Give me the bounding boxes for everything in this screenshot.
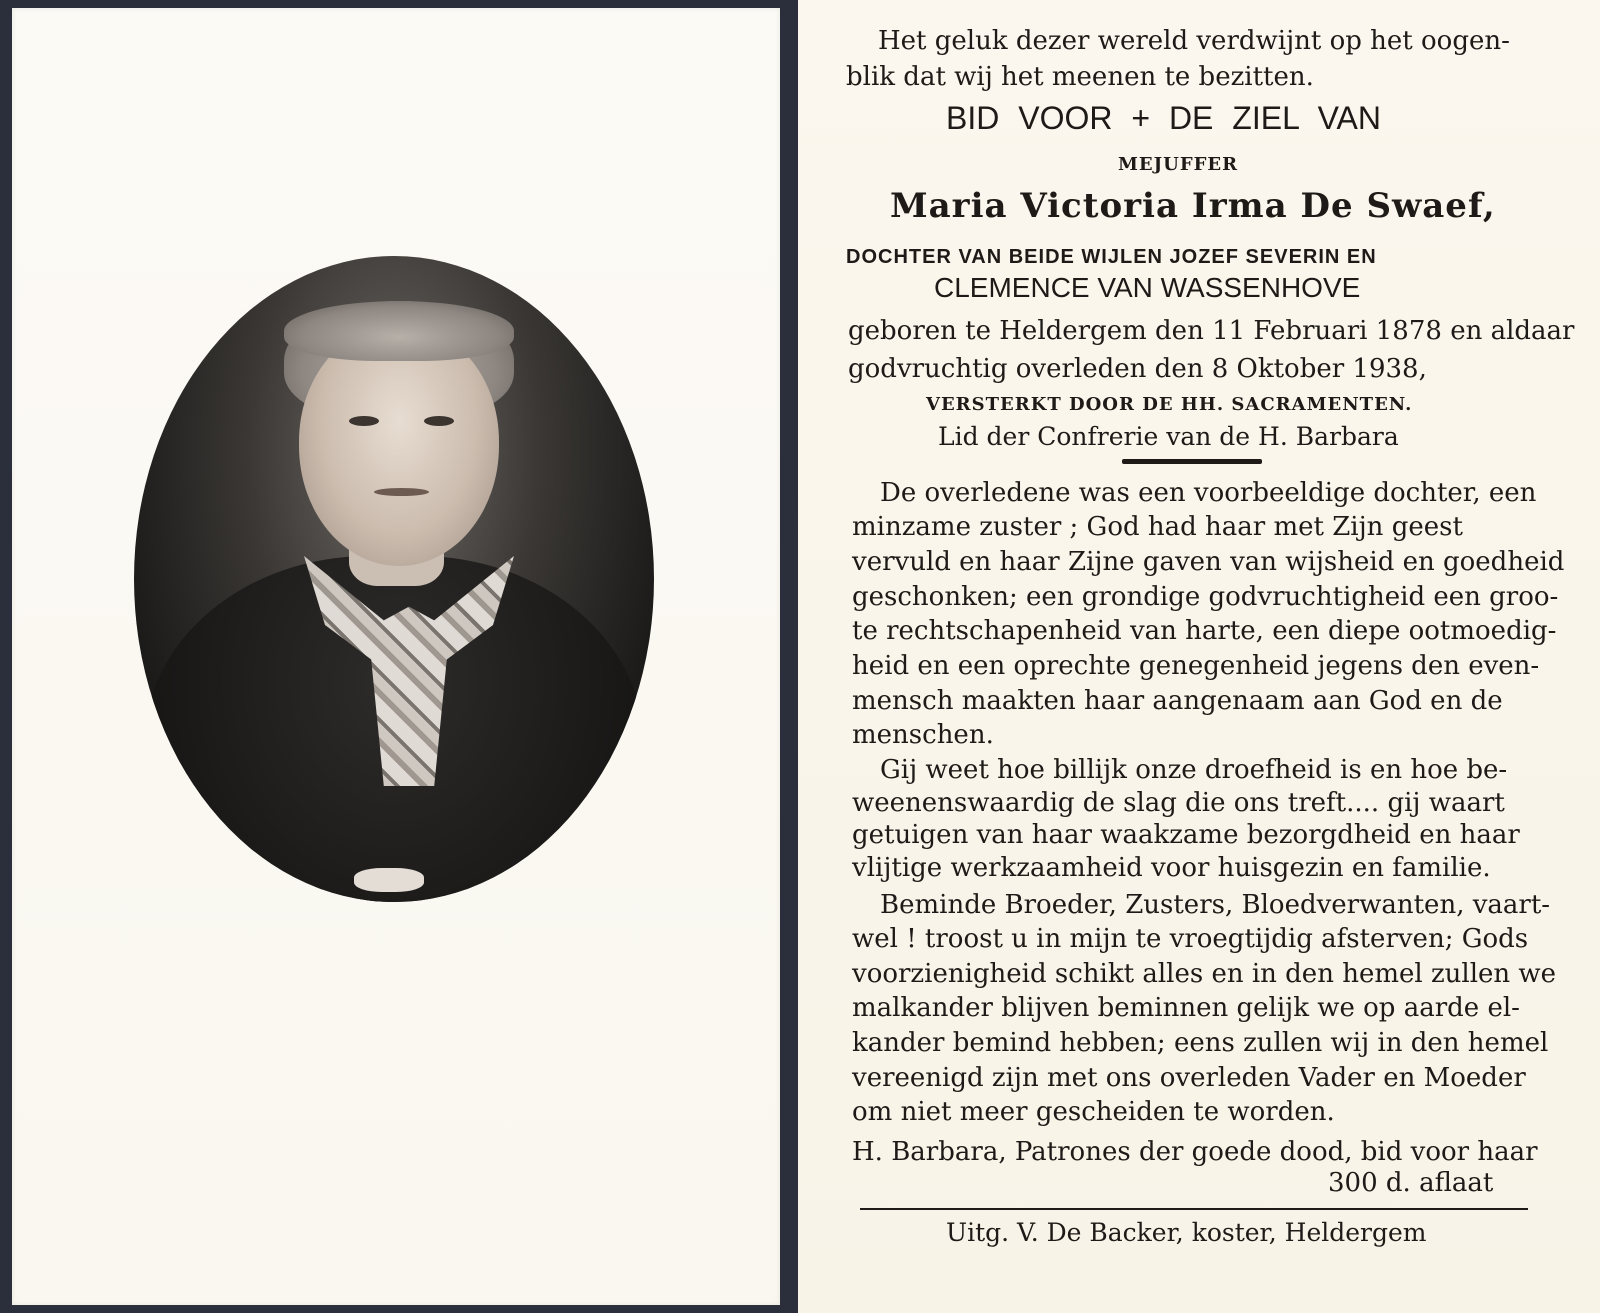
bid-voor-heading: BID VOOR + DE ZIEL VAN xyxy=(946,100,1381,136)
p3-line-5: kander bemind hebben; eens zullen wij in den hemel xyxy=(852,1028,1549,1058)
p1-line-3: vervuld en haar Zijne gaven van wijsheid en goedheid xyxy=(852,547,1565,577)
motto-line-2: blik dat wij het meenen te bezitten. xyxy=(846,62,1314,92)
deceased-name: Maria Victoria Irma De Swaef, xyxy=(890,186,1496,226)
birth-line: geboren te Heldergem den 11 Februari 1878 en aldaar xyxy=(848,316,1575,346)
portrait-eye-left xyxy=(349,416,379,426)
portrait-mouth xyxy=(374,488,429,496)
portrait-face xyxy=(299,326,499,566)
death-line: godvruchtig overleden den 8 Oktober 1938, xyxy=(848,354,1427,384)
p3-line-1: Beminde Broeder, Zusters, Bloedverwanten, vaart- xyxy=(880,890,1551,920)
p1-line-4: geschonken; een grondige godvruchtigheid een groo- xyxy=(852,582,1559,612)
confrerie-line: Lid der Confrerie van de H. Barbara xyxy=(938,422,1399,451)
p1-line-8: menschen. xyxy=(852,720,994,750)
p3-line-2: wel ! troost u in mijn te vroegtijdig afsterven; Gods xyxy=(852,924,1529,954)
p2-line-1: Gij weet hoe billijk onze droefheid is en hoe be- xyxy=(880,755,1508,785)
p2-line-4: vlijtige werkzaamheid voor huisgezin en familie. xyxy=(852,853,1491,883)
portrait-eye-right xyxy=(424,416,454,426)
p3-line-4: malkander blijven beminnen gelijk we op aarde el- xyxy=(852,993,1520,1023)
p2-line-2: weenenswaardig de slag die ons treft.... gij waart xyxy=(852,788,1505,818)
p1-line-7: mensch maakten haar aangenaam aan God en de xyxy=(852,686,1503,716)
portrait-photo xyxy=(134,256,654,902)
publisher-line: Uitg. V. De Backer, koster, Heldergem xyxy=(946,1218,1427,1247)
p3-line-7: om niet meer gescheiden te worden. xyxy=(852,1097,1335,1127)
portrait-brooch xyxy=(354,868,424,892)
portrait-hair-top xyxy=(284,301,514,361)
title-mejuffer: MEJUFFER xyxy=(1118,154,1239,175)
p1-line-1: De overledene was een voorbeeldige dochter, een xyxy=(880,478,1537,508)
photo-card xyxy=(12,8,780,1305)
prayer-line: H. Barbara, Patrones der goede dood, bid voor haar xyxy=(852,1137,1538,1167)
ornament-divider xyxy=(1122,459,1262,464)
p1-line-6: heid en een oprechte genegenheid jegens den even- xyxy=(852,651,1540,681)
sacraments-line: VERSTERKT DOOR DE HH. SACRAMENTEN. xyxy=(926,394,1413,415)
indulgence-line: 300 d. aflaat xyxy=(1328,1168,1494,1198)
p3-line-3: voorzienigheid schikt alles en in den hemel zullen we xyxy=(852,959,1557,989)
p1-line-5: te rechtschapenheid van harte, een diepe ootmoedig- xyxy=(852,616,1557,646)
p2-line-3: getuigen van haar waakzame bezorgdheid en haar xyxy=(852,820,1520,850)
p1-line-2: minzame zuster ; God had haar met Zijn geest xyxy=(852,512,1463,542)
motto-line-1: Het geluk dezer wereld verdwijnt op het oogen- xyxy=(878,26,1510,56)
p3-line-6: vereenigd zijn met ons overleden Vader en Moeder xyxy=(852,1063,1526,1093)
footer-rule xyxy=(860,1208,1528,1210)
parents-line-2: CLEMENCE VAN WASSENHOVE xyxy=(934,272,1361,303)
parents-line-1: DOCHTER VAN BEIDE WIJLEN JOZEF SEVERIN EN xyxy=(846,246,1377,268)
